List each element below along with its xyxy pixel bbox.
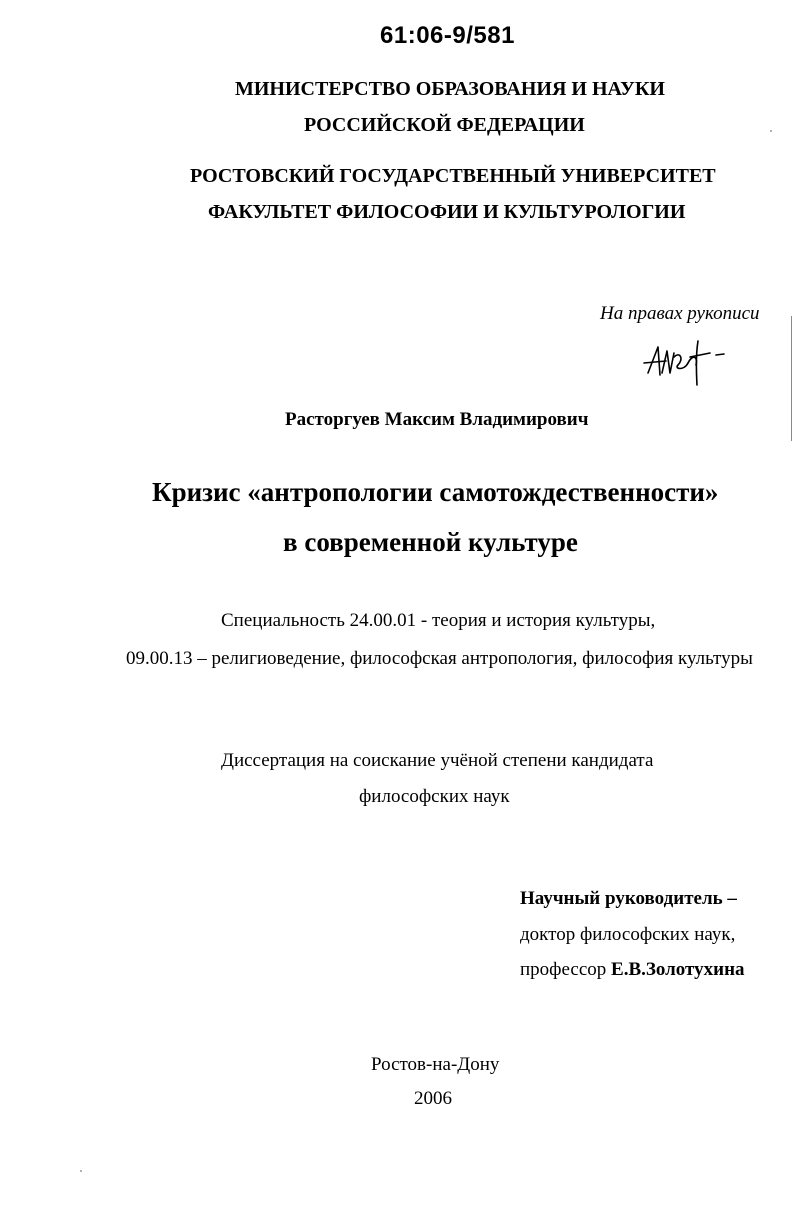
supervisor-label: Научный руководитель – [520,888,737,909]
dissertation-degree-line-2: философских наук [359,786,510,807]
faculty-name: ФАКУЛЬТЕТ ФИЛОСОФИИ И КУЛЬТУРОЛОГИИ [208,201,686,223]
city: Ростов-на-Дону [371,1054,500,1075]
year: 2006 [414,1088,452,1109]
catalog-number: 61:06-9/581 [380,22,515,49]
scan-edge-line [791,316,792,441]
supervisor-rank: профессор [520,959,607,980]
supervisor-title [520,959,745,981]
supervisor-name: Е.В.Золотухина [611,959,745,980]
scan-speck [770,130,772,132]
dissertation-title-line-1: Кризис «антропологии самотождественности» [152,477,719,507]
specialty-line-2: 09.00.13 – религиоведение, философская антропология, философия культуры [126,648,753,669]
ministry-line-2: РОССИЙСКОЙ ФЕДЕРАЦИИ [304,114,585,136]
university-name: РОСТОВСКИЙ ГОСУДАРСТВЕННЫЙ УНИВЕРСИТЕТ [190,165,716,187]
dissertation-degree-line-1: Диссертация на соискание учёной степени кандидата [221,750,654,771]
dissertation-title-line-2: в современной культуре [283,527,578,557]
signature-icon [640,333,740,393]
ministry-line-1: МИНИСТЕРСТВО ОБРАЗОВАНИЯ И НАУКИ [235,78,665,100]
author-name: Расторгуев Максим Владимирович [285,409,589,430]
manuscript-note: На правах рукописи [600,303,760,324]
specialty-line-1: Специальность 24.00.01 - теория и история культуры, [221,610,656,631]
supervisor-degree: доктор философских наук, [520,924,736,945]
scan-speck [80,1170,82,1172]
